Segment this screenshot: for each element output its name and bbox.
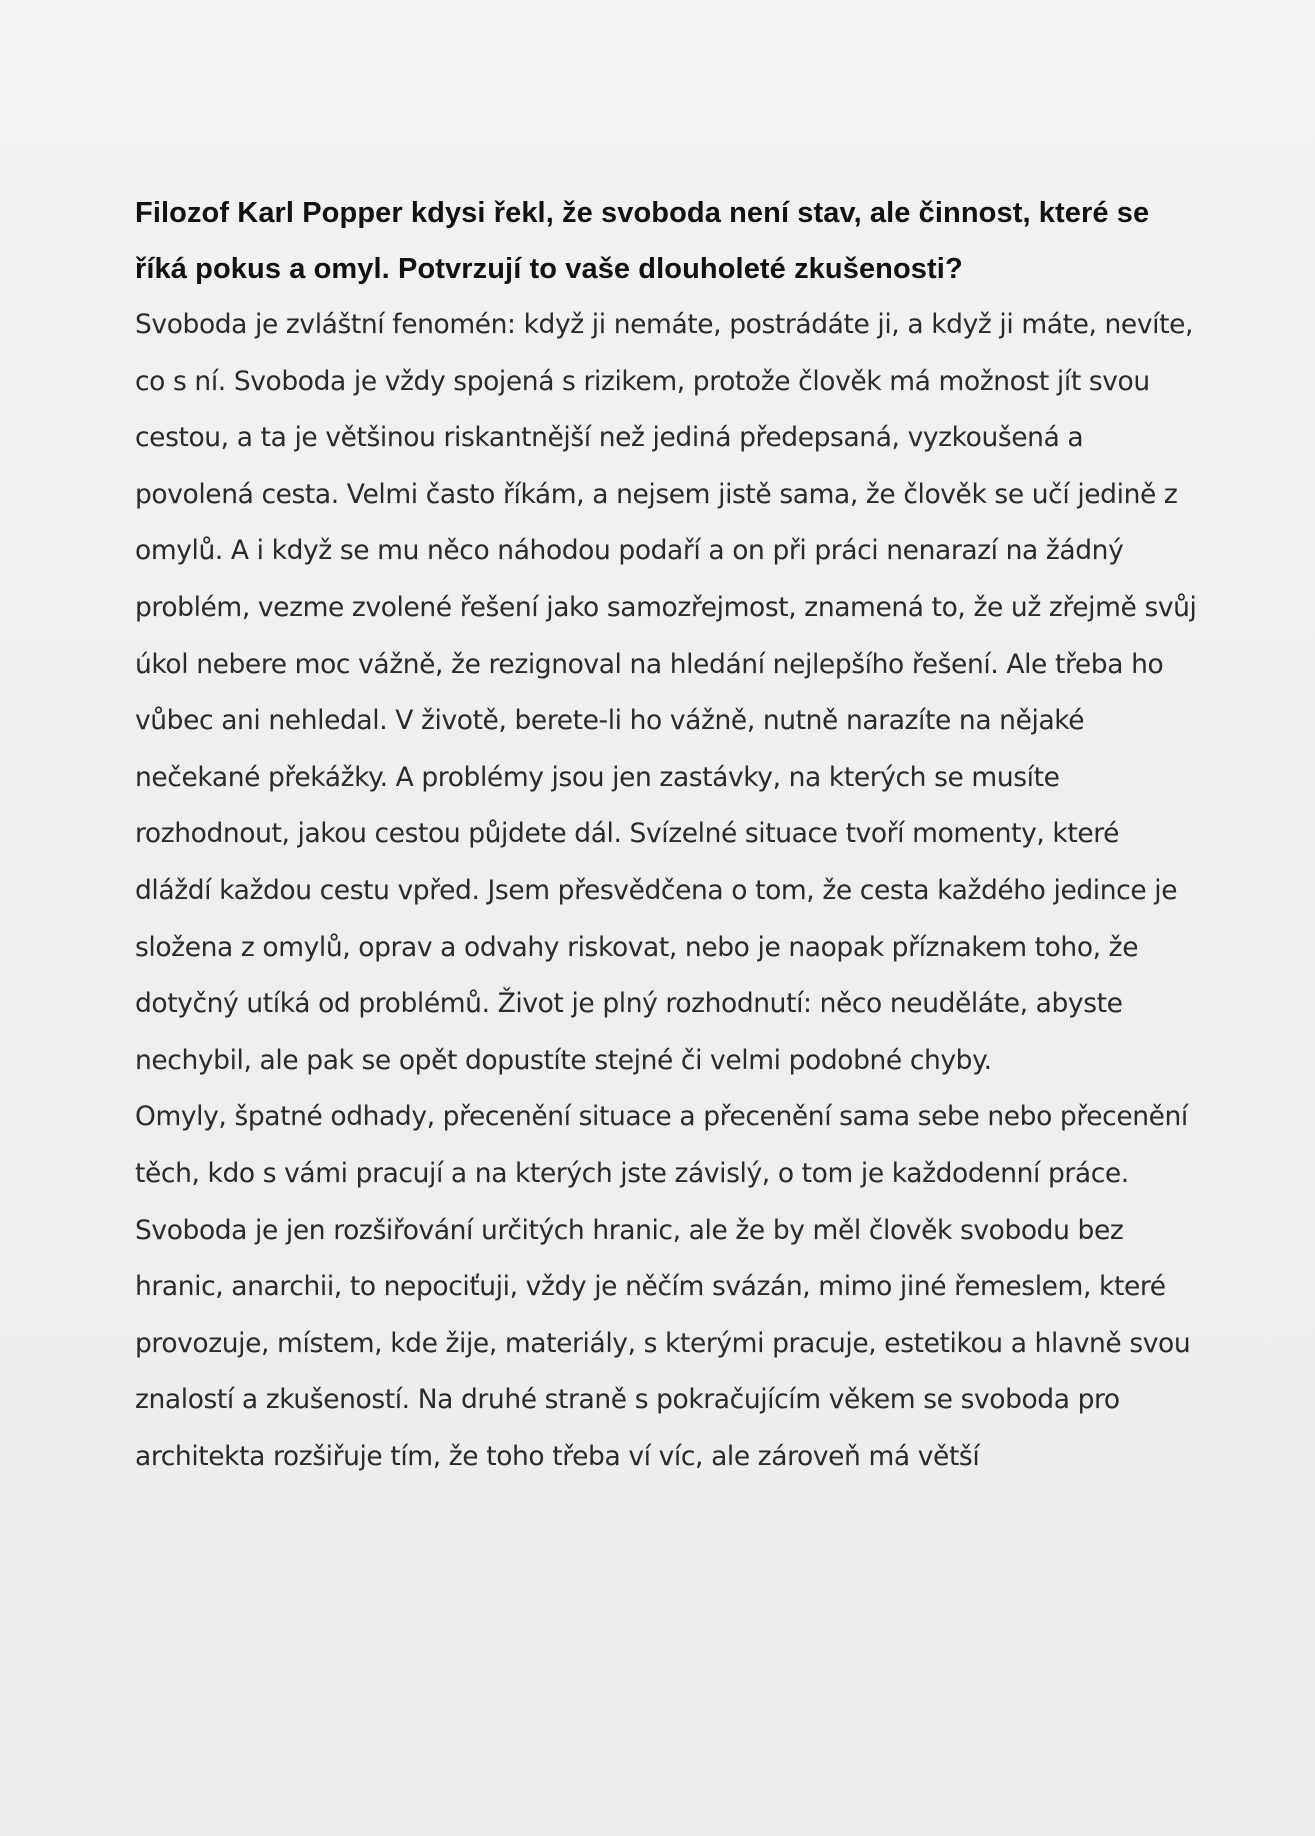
interview-question: Filozof Karl Popper kdysi řekl, že svoboda není stav, ale činnost, které se říká pokus a omyl. Potvrzují to vaše dlouholeté zkušenosti? [135, 197, 1150, 285]
answer-paragraph-3: Svoboda je jen rozšiřování určitých hranic, ale že by měl člověk svobodu bez hranic, anarchii, to nepociťuji, vždy je něčím svázán, mimo jiné řemeslem, které provozuje, místem, kde žije, materiály, s kterými pracuje, estetikou a hlavně svou znalostí a zkušeností. Na druhé straně s pokračujícím věkem se svoboda pro architekta rozšiřuje tím, že toho třeba ví víc, ale zároveň má větší [135, 1214, 1191, 1472]
answer-paragraph-2: Omyly, špatné odhady, přecenění situace a přecenění sama sebe nebo přecenění těch, kdo s vámi pracují a na kterých jste závislý, o tom je každodenní práce. [135, 1101, 1188, 1189]
answer-paragraph-1: Svoboda je zvláštní fenomén: když ji nemáte, postrádáte ji, a když ji máte, nevíte, co s ní. Svoboda je vždy spojená s rizikem, protože člověk má možnost jít svou cestou, a ta je většinou riskantnější než jediná předepsaná, vyzkoušená a povolená cesta. Velmi často říkám, a nejsem jistě sama, že člověk se učí jedině z omylů. A i když se mu něco náhodou podaří a on při práci nenarazí na žádný problém, vezme zvolené řešení jako samozřejmost, znamená to, že už zřejmě svůj úkol nebere moc vážně, že rezignoval na hledání nejlepšího řešení. Ale třeba ho vůbec ani nehledal. V životě, berete-li ho vážně, nutně narazíte na nějaké nečekané překážky. A problémy jsou jen zastávky, na kterých se musíte rozhodnout, jakou cestou půjdete dál. Svízelné situace tvoří momenty, které dláždí každou cestu vpřed. Jsem přesvědčena o tom, že cesta každého jedince je složena z omylů, oprav a odvahy riskovat, nebo je naopak příznakem toho, že dotyčný utíká od problémů. Život je plný rozhodnutí: něco neuděláte, abyste nechybil, ale pak se opět dopustíte stejné či velmi podobné chyby. [135, 309, 1197, 1076]
text-block [135, 185, 1197, 1485]
